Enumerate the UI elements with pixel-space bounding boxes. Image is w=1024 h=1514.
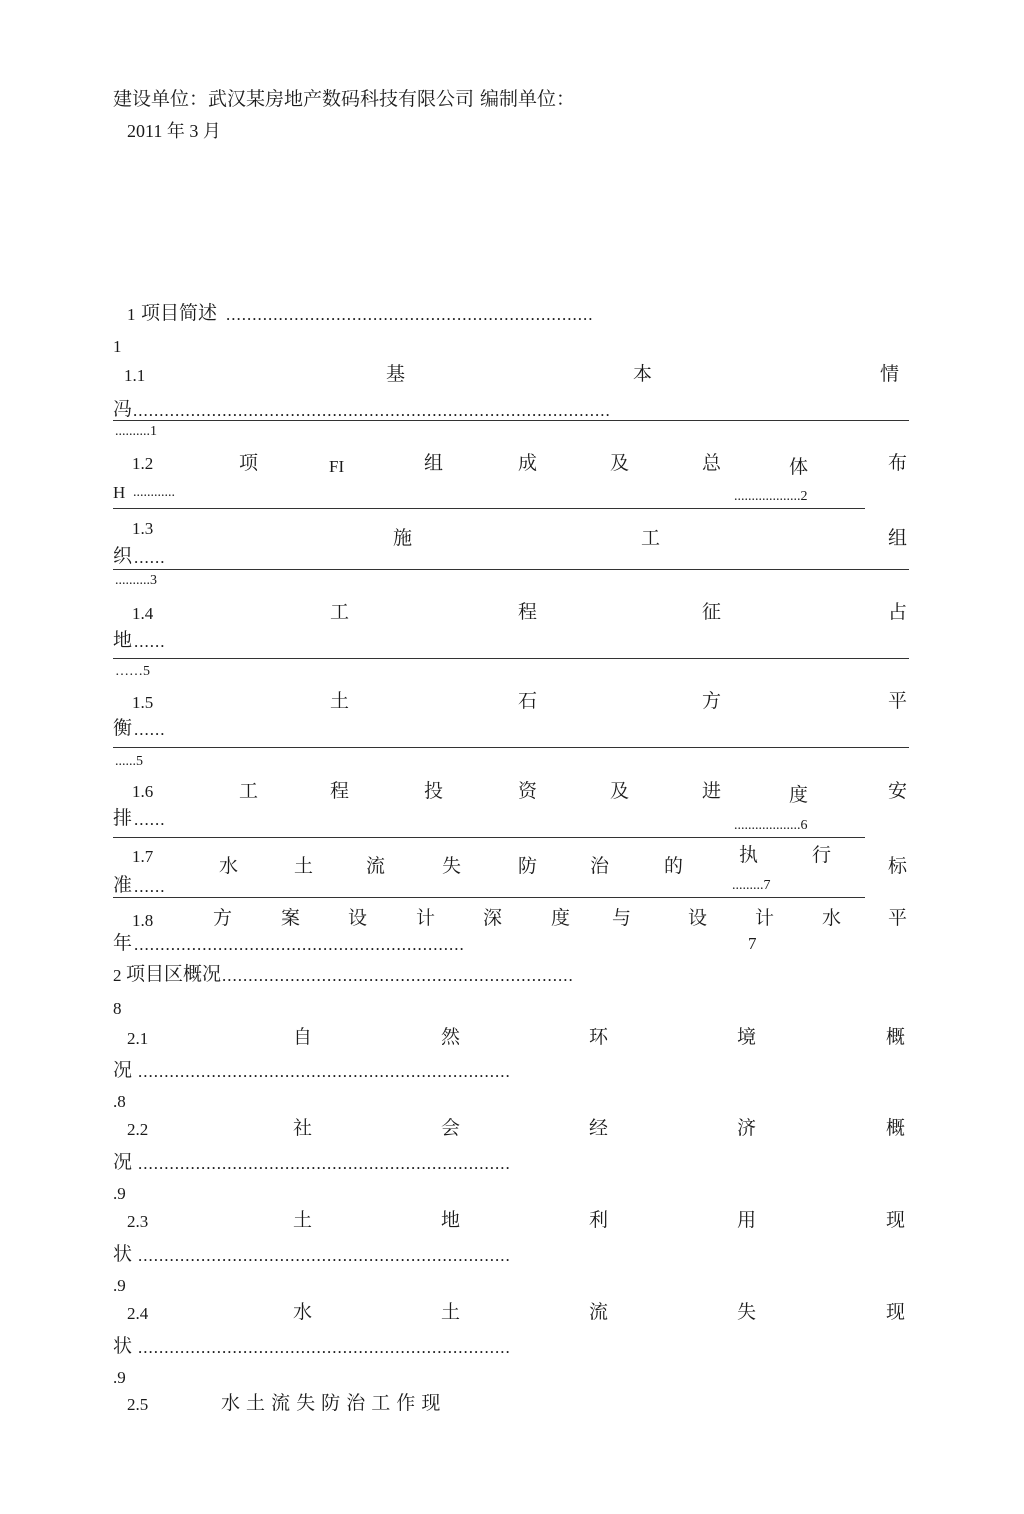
toc-leader: ............................................................... (134, 935, 465, 954)
toc-leader: ...... (134, 810, 166, 829)
toc-page: ..........1 (115, 424, 157, 439)
construction-unit-line: 建设单位：武汉某房地产数码科技有限公司 编制单位： (113, 88, 576, 110)
toc-leader: ............ (133, 485, 175, 500)
toc-page: .8 (113, 1092, 126, 1111)
toc-page: ..........3 (115, 573, 157, 588)
toc-leader: ...................................................................... (226, 305, 594, 324)
toc-leader: ................................................................... (222, 966, 574, 985)
toc-page: ...................6 (734, 818, 808, 833)
toc-leader: ....................................................................... (138, 1246, 511, 1265)
toc-leader: ...... (134, 720, 166, 739)
toc-page: 1 (113, 337, 122, 356)
toc-page: ...................2 (734, 489, 808, 504)
toc-page: ......5 (115, 754, 143, 769)
toc-page: 8 (113, 999, 122, 1018)
toc-page: .........7 (732, 878, 771, 893)
toc-leader: ...... (134, 877, 166, 896)
toc-leader: ....................................................................... (138, 1154, 511, 1173)
toc-leader: ...... (134, 548, 166, 567)
toc-page: .9 (113, 1184, 126, 1203)
toc-leader: ....................................................................... (138, 1338, 511, 1357)
toc-leader: ....................................................................... (138, 1062, 511, 1081)
toc-leader: ........................................................................................... (133, 401, 611, 420)
toc-page: .9 (113, 1276, 126, 1295)
toc-leader: ...... (134, 632, 166, 651)
date-line: 2011 年 3 月 (127, 121, 221, 141)
toc-page: .9 (113, 1368, 126, 1387)
toc-page: 7 (748, 934, 757, 953)
toc-page: ……5 (115, 664, 150, 679)
